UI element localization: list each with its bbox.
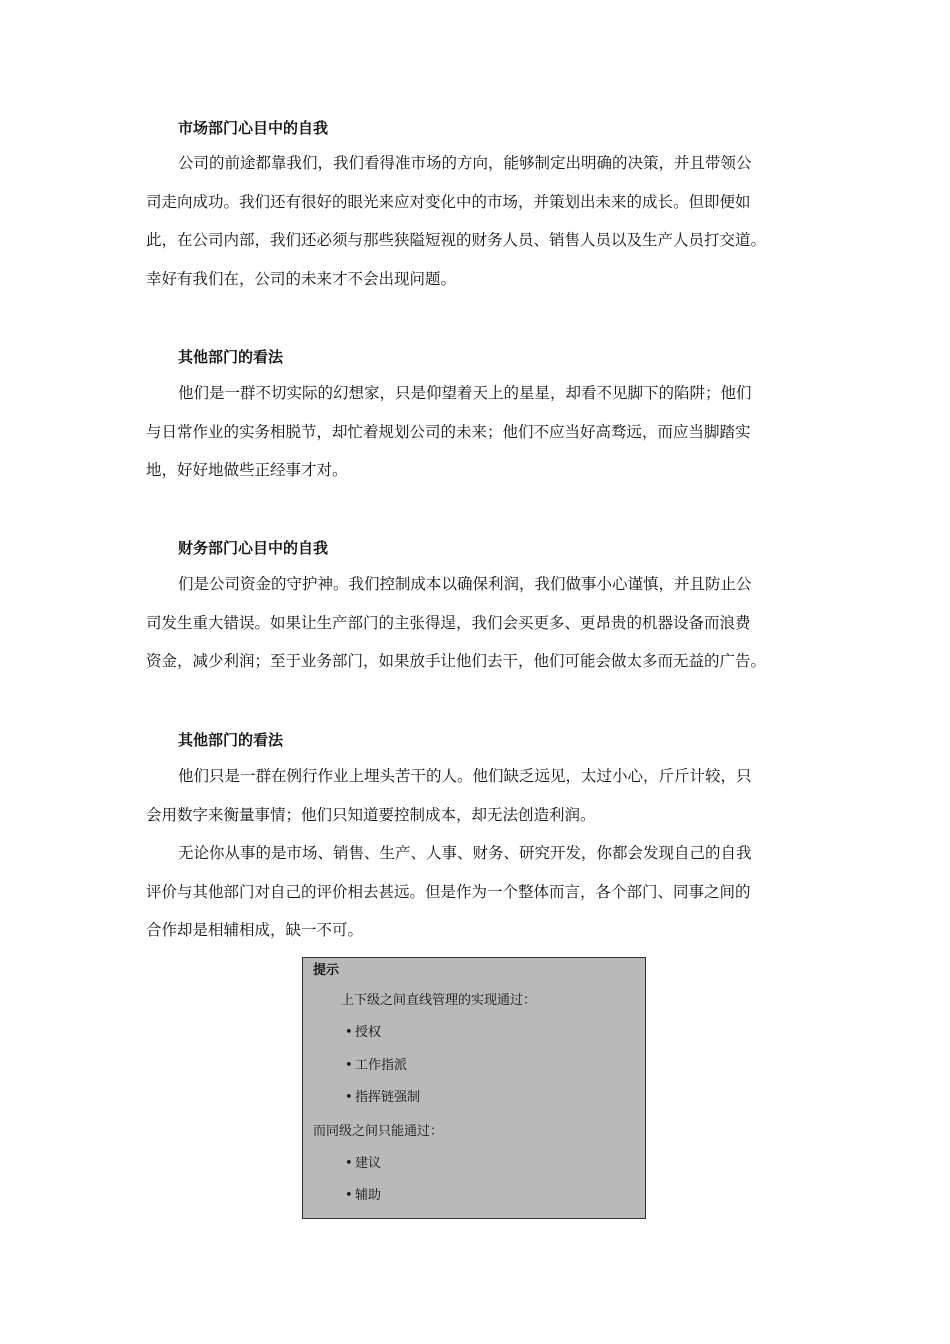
section-paragraph-others-view-finance [146,757,826,834]
tip-item [345,1187,381,1205]
section-heading-others-view-finance: 其他部门的看法 [178,731,284,749]
tip-box [302,957,646,1219]
tip-intro: 上下级之间直线管理的实现通过： [341,993,537,1008]
tip-item [345,1024,381,1042]
tip-item-label: 辅助 [355,1188,382,1203]
tip-item [345,1155,381,1173]
paragraph-line: 幸好有我们在，公司的未来才不会出现问题。 [146,269,457,288]
conclusion-paragraph [146,834,826,950]
bullet-icon: • [345,1090,353,1105]
bullet-icon: • [345,1025,353,1040]
section-paragraph-others-view-marketing [146,374,826,490]
tip-item-label: 指挥链强制 [355,1090,421,1105]
paragraph-line: 司走向成功。我们还有很好的眼光来应对变化中的市场，并策划出未来的成长。但即便如 [146,192,751,211]
paragraph-line: 他们是一群不切实际的幻想家，只是仰望着天上的星星，却看不见脚下的陷阱；他们 [178,384,752,402]
paragraph-line: 无论你从事的是市场、销售、生产、人事、财务、研究开发，你都会发现自己的自我 [178,844,752,862]
paragraph-line: 此，在公司内部，我们还必须与那些狭隘短视的财务人员、销售人员以及生产人员打交道。 [146,231,767,249]
section-paragraph-finance-self [146,565,826,681]
paragraph-line: 公司的前途都靠我们，我们看得准市场的方向，能够制定出明确的决策，并且带领公 [178,154,752,172]
section-paragraph-marketing-self [146,144,826,298]
paragraph-line: 会用数字来衡量事情；他们只知道要控制成本，却无法创造利润。 [146,805,596,824]
tip-item-label: 建议 [355,1156,382,1171]
paragraph-line: 们是公司资金的守护神。我们控制成本以确保利润，我们做事小心谨慎，并且防止公 [178,575,752,593]
paragraph-line: 司发生重大错误。如果让生产部门的主张得逞，我们会买更多、更昂贵的机器设备而浪费 [146,613,751,632]
paragraph-line: 评价与其他部门对自己的评价相去甚远。但是作为一个整体而言，各个部门、同事之间的 [146,882,751,901]
paragraph-line: 他们只是一群在例行作业上埋头苦干的人。他们缺乏远见，太过小心，斤斤计较，只 [178,767,752,785]
section-heading-marketing-self: 市场部门心目中的自我 [178,119,329,137]
paragraph-line: 资金，减少利润；至于业务部门，如果放手让他们去干，他们可能会做太多而无益的广告。 [146,652,767,670]
tip-item-label: 工作指派 [355,1058,408,1073]
section-heading-others-view-marketing: 其他部门的看法 [178,348,284,366]
paragraph-line: 地，好好地做些正经事才对。 [146,461,348,479]
section-heading-finance-self: 财务部门心目中的自我 [178,539,329,557]
bullet-icon: • [345,1188,353,1203]
paragraph-line: 合作却是相辅相成，缺一不可。 [146,921,364,939]
tip-item-label: 授权 [355,1025,382,1040]
bullet-icon: • [345,1156,353,1171]
tip-peer-intro: 而同级之间只能通过： [313,1124,444,1139]
paragraph-line: 与日常作业的实务相脱节，却忙着规划公司的未来；他们不应当好高骛远，而应当脚踏实 [146,422,751,441]
bullet-icon: • [345,1058,353,1073]
tip-title: 提示 [313,963,340,978]
tip-item [345,1057,407,1075]
tip-item [345,1089,420,1107]
